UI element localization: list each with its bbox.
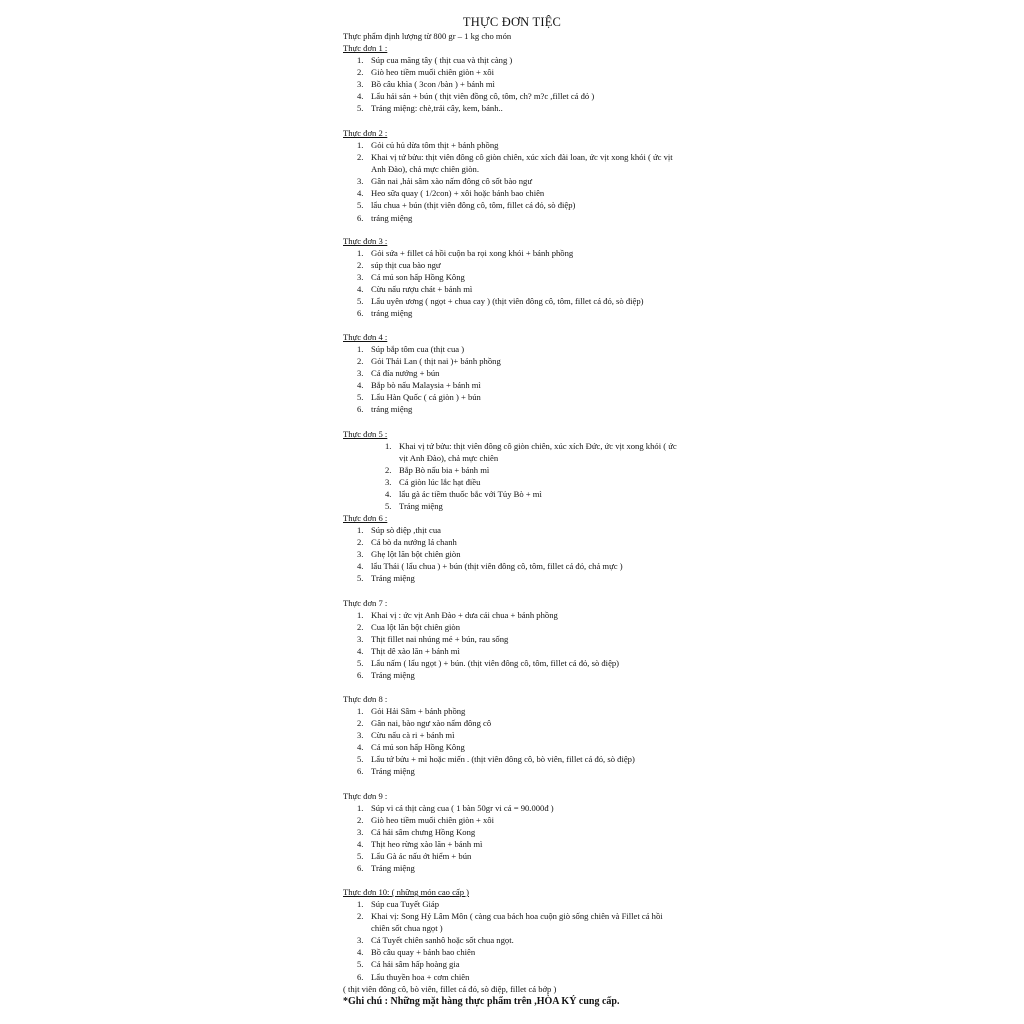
list-item: 6. Lẩu thuyền hoa + cơm chiên — [357, 971, 470, 982]
list-item: 5. Lẩu nấm ( lẩu ngọt ) + bún. (thịt viên đông cô, tôm, fillet cá đỏ, sò điệp) — [357, 658, 620, 669]
menu-2 — [343, 127, 683, 224]
list-item: 2. Bắp Bò nấu bia + bánh mì — [385, 465, 490, 476]
menu-title: Thực đơn 5 : — [343, 429, 388, 439]
menu-1 — [343, 42, 683, 114]
list-item: 2. Cua lột lăn bột chiên giòn — [357, 622, 461, 633]
list-item: 3. Thịt fillet nai nhúng mẻ + bún, rau sống — [357, 634, 509, 645]
list-item: 4. lẩu gà ác tiềm thuốc bắc với Tủy Bò + mì — [385, 489, 542, 500]
footnote: *Ghi chú : Những mặt hàng thực phẩm trên ,HÒA KÝ cung cấp. — [343, 996, 620, 1007]
list-item: 2. Giò heo tiềm muối chiên giòn + xôi — [357, 815, 494, 826]
list-item: 3. Ghẹ lột lăn bột chiên giòn — [357, 549, 461, 560]
list-item: 4. Heo sữa quay ( 1/2con) + xôi hoặc bánh bao chiên — [357, 188, 545, 199]
list-item: 5. Tráng miệng: chè,trái cây, kem, bánh.. — [357, 103, 503, 114]
menu-title: Thực đơn 1 : — [343, 43, 388, 53]
list-item: 4. Thịt heo rừng xào lăn + bánh mì — [357, 839, 483, 850]
menu-title: Thực đơn 4 : — [343, 332, 388, 342]
menu-title: Thực đơn 9 : — [343, 791, 388, 801]
menu-6 — [343, 512, 683, 584]
menu-5 — [343, 428, 683, 513]
list-item: 3. Bồ câu khìa ( 3con /bàn ) + bánh mì — [357, 79, 495, 90]
list-item: 4. Cừu nấu rượu chát + bánh mì — [357, 284, 473, 295]
list-item: 5. Lẩu uyên ương ( ngọt + chua cay ) (thịt viên đông cô, tôm, fillet cá đỏ, sò điệp) — [357, 296, 644, 307]
list-item: 3. Cá mú son hấp Hồng Kông — [357, 272, 465, 283]
list-item: 4. Cá mú son hấp Hồng Kông — [357, 742, 465, 753]
list-item: 6. tráng miệng — [357, 404, 413, 415]
menu-title: Thực đơn 2 : — [343, 128, 388, 138]
list-item: 6. tráng miệng — [357, 308, 413, 319]
document-title: THỰC ĐƠN TIỆC — [462, 15, 562, 29]
menu-4 — [343, 331, 683, 416]
list-item: 6. Tráng miệng — [357, 766, 415, 777]
list-item: 5. lẩu chua + bún (thịt viên đông cô, tôm, fillet cá đỏ, sò điệp) — [357, 200, 576, 211]
list-item: 1. Súp vi cá thịt càng cua ( 1 bàn 50gr vi cá = 90.000đ ) — [357, 803, 554, 813]
menu-7 — [343, 597, 683, 682]
list-item: 1. Súp bắp tôm cua (thịt cua ) — [357, 344, 465, 354]
list-item: 3. Cừu nấu cà ri + bánh mì — [357, 730, 455, 741]
menu-title: Thực đơn 6 : — [343, 513, 388, 523]
list-item: 2. Giò heo tiềm muối chiên giòn + xôi — [357, 67, 494, 78]
list-item: 2. Cá bò da nướng lá chanh — [357, 537, 457, 548]
list-item: 5. Lẩu Gà ác nấu ớt hiểm + bún — [357, 851, 472, 862]
menu-10 — [343, 886, 683, 983]
list-item: 4. Lẩu hải sản + bún ( thịt viên đồng cô, tôm, ch? m?c ,fillet cá đỏ ) — [357, 91, 595, 102]
list-item: 1. Khai vị tứ bửu: thịt viên đông cô giòn chiên, xúc xích Đức, ức vịt xong khói ( ức vịt Anh Đào), chả mực chiên — [385, 441, 677, 464]
list-item: 3. Cá đía nướng + bún — [357, 368, 440, 379]
list-item: 4. lẩu Thái ( lẩu chua ) + bún (thịt viên đông cô, tôm, fillet cá đỏ, chả mực ) — [357, 561, 623, 572]
list-item: 5. Tráng miệng — [357, 573, 415, 584]
menu-3 — [343, 235, 683, 320]
list-item: 1. Súp sò điệp ,thịt cua — [357, 525, 441, 535]
list-item: 1. Khai vị : ức vịt Anh Đào + dưa cải chua + bánh phồng — [357, 610, 558, 620]
list-item: 2. Gân nai, bào ngư xào nấm đông cô — [357, 718, 492, 729]
list-item: 5. Tráng miệng — [385, 501, 443, 512]
menu-9 — [343, 790, 683, 875]
list-item: 1. Gỏi Hải Sâm + bánh phồng — [357, 706, 466, 716]
intro-text: Thực phẩm định lượng từ 800 gr – 1 kg cho món — [343, 31, 512, 41]
list-item: 2. Khai vị: Song Hỷ Lâm Môn ( càng cua bách hoa cuộn giò sống chiên và Fillet cá hồi chiên sốt chua ngọt ) — [357, 911, 663, 934]
menu-title: Thực đơn 10: ( những món cao cấp ) — [343, 887, 470, 897]
menu-title: Thực đơn 7 : — [343, 598, 388, 608]
list-item: 4. Thịt dê xào lăn + bánh mì — [357, 646, 460, 657]
list-item: 5. Cá hải sâm hấp hoàng gia — [357, 959, 460, 970]
list-item: 2. Gỏi Thái Lan ( thịt nai )+ bánh phồng — [357, 356, 501, 367]
list-item: 1. Súp cua Tuyết Giáp — [357, 899, 440, 909]
list-item: 4. Bắp bò nấu Malaysia + bánh mì — [357, 380, 481, 391]
list-item: 2. Khai vị tứ bửu: thịt viên đông cô giòn chiên, xúc xích đài loan, ức vịt xong khói ( ức vịt Anh Đào), chả mực chiên giòn. — [357, 152, 673, 175]
list-item: 3. Gân nai ,hải sâm xào nấm đông cô sốt bào ngư — [357, 176, 532, 187]
list-item: 5. Lẩu tứ bửu + mì hoặc miến . (thịt viên đông cô, bò viên, fillet cá đỏ, sò điệp) — [357, 754, 635, 765]
list-item: 1. Gỏi củ hủ dừa tôm thịt + bánh phồng — [357, 140, 499, 150]
menu-title: Thực đơn 8 : — [343, 694, 388, 704]
list-item: 1. Súp cua măng tây ( thịt cua và thịt càng ) — [357, 55, 513, 65]
list-item: 2. súp thịt cua bào ngư — [357, 260, 441, 271]
list-item: 1. Gỏi sứa + fillet cá hồi cuộn ba rọi xong khói + bánh phồng — [357, 248, 574, 258]
list-item: 3. Cá giòn lúc lắc hạt điều — [385, 477, 481, 488]
menu-10-note: ( thịt viên đông cô, bò viên, fillet cá đỏ, sò điệp, fillet cá bớp ) — [343, 984, 557, 994]
list-item: 3. Cá hải sâm chưng Hồng Kong — [357, 827, 476, 838]
menu-title: Thực đơn 3 : — [343, 236, 388, 246]
list-item: 3. Cá Tuyết chiên sanhô hoặc sốt chua ngọt. — [357, 935, 514, 946]
list-item: 6. Tráng miệng — [357, 670, 415, 681]
list-item: 6. tráng miệng — [357, 212, 413, 223]
list-item: 5. Lẩu Hàn Quốc ( cá giòn ) + bún — [357, 392, 481, 403]
list-item: 4. Bồ câu quay + bánh bao chiên — [357, 947, 476, 958]
list-item: 6. Tráng miệng — [357, 863, 415, 874]
menu-8 — [343, 693, 683, 778]
